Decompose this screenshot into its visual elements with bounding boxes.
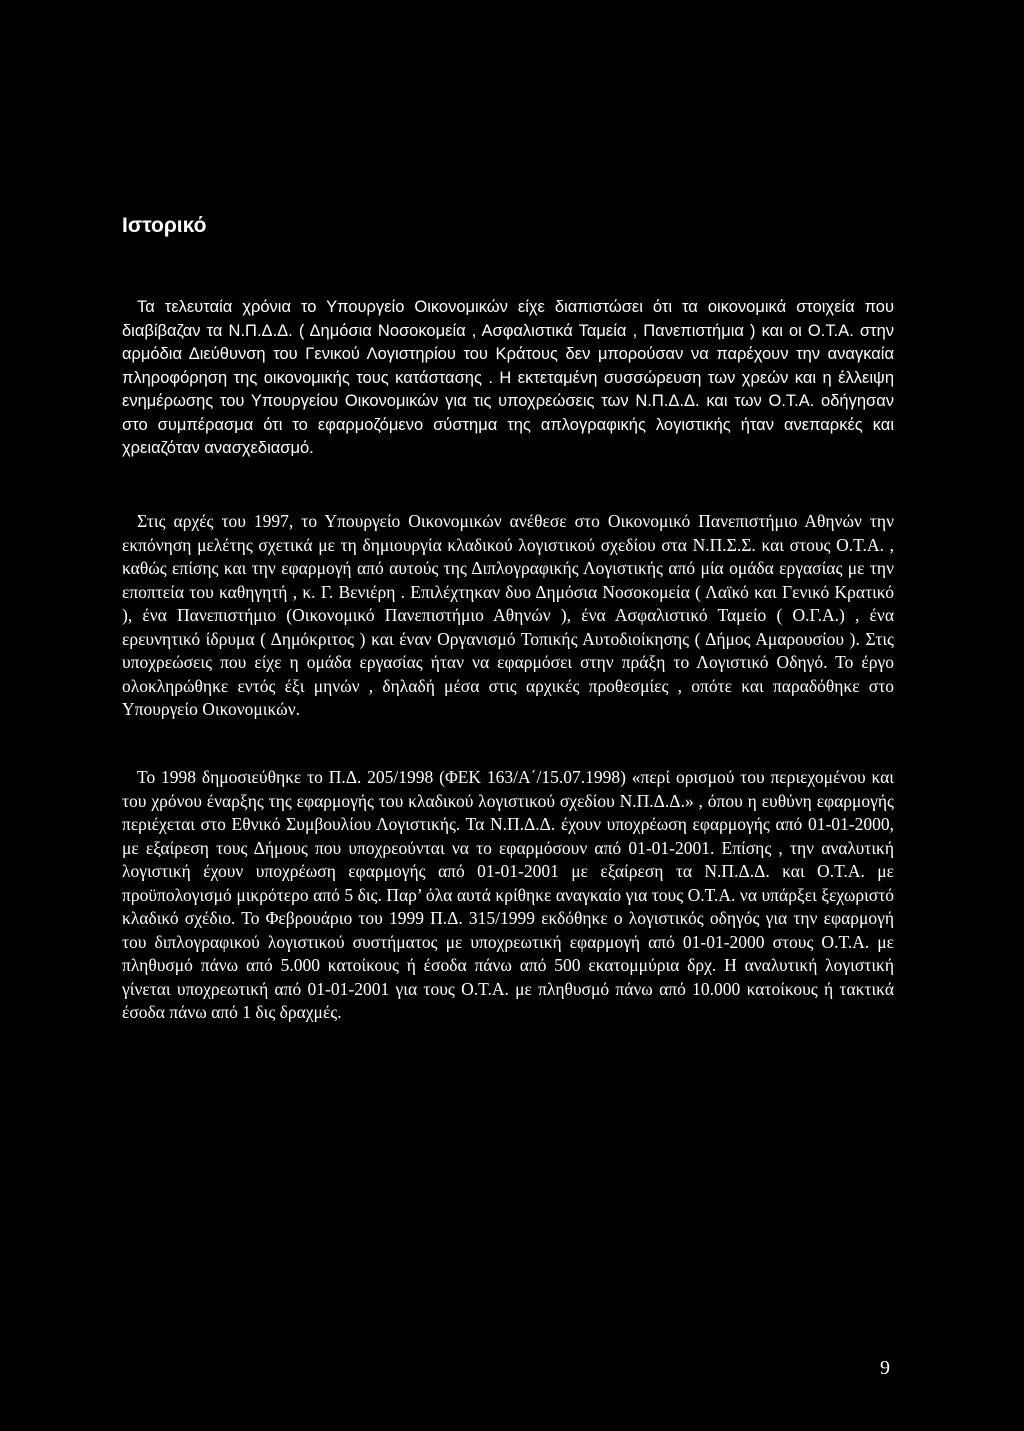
paragraph-decree-1998: Το 1998 δημοσιεύθηκε το Π.Δ. 205/1998 (ΦΕΚ 163/Α΄/15.07.1998) «περί ορισμού του περιεχομένου και του χρόνου έναρξης της εφαρμογής του κλαδικού λογιστικού σχεδίου Ν.Π.Δ.Δ.» , όπου η ευθύνη εφαρμογής περιέχεται στο Εθνικό Συμβουλίου Λογιστικής. Τα Ν.Π.Δ.Δ. έχουν υποχρέωση εφαρμογής από 01-01-2000, με εξαίρεση τους Δήμους που υποχρεούνται να το εφαρμόσουν από 01-01-2001. Επίσης , την αναλυτική λογιστική έχουν υποχρέωση εφαρμογής από 01-01-2001 με εξαίρεση τα Ν.Π.Δ.Δ. και Ο.Τ.Α. με προϋπολογισμό μικρότερο από 5 δις. Παρ’ όλα αυτά κρίθηκε αναγκαίο για τους Ο.Τ.Α. να υπάρξει ξεχωριστό κλαδικό σχέδιο. Το Φεβρουάριο του 1999 Π.Δ. 315/1999 εκδόθηκε ο λογιστικός οδηγός για την εφαρμογή του διπλογραφικού λογιστικού συστήματος με υποχρεωτική εφαρμογή από 01-01-2000 στους Ο.Τ.Α. με πληθυσμό πάνω από 5.000 κατοίκους ή έσοδα πάνω από 500 εκατομμύρια δρχ. Η αναλυτική λογιστική γίνεται υποχρεωτική από 01-01-2001 για τους Ο.Τ.Α. με πληθυσμό πάνω από 10.000 κατοίκους ή τακτικά έσοδα πάνω από 1 δις δραχμές.	[122, 767, 894, 1022]
section-heading: Ιστορικό	[122, 214, 207, 237]
page-number: 9	[880, 1357, 890, 1379]
paragraph-background: Τα τελευταία χρόνια το Υπουργείο Οικονομικών είχε διαπιστώσει ότι τα οικονομικά στοιχεία που διαβίβαζαν τα Ν.Π.Δ.Δ. ( Δημόσια Νοσοκομεία , Ασφαλιστικά Ταμεία , Πανεπιστήμια ) και οι Ο.Τ.Α. στην αρμόδια Διεύθυνση του Γενικού Λογιστηρίου του Κράτους δεν μπορούσαν να παρέχουν την αναγκαία πληροφόρηση της οικονομικής τους κατάστασης . Η εκτεταμένη συσσώρευση των χρεών και η έλλειψη ενημέρωσης του Υπουργείου Οικονομικών για τις υποχρεώσεις των Ν.Π.Δ.Δ. και των Ο.Τ.Α. οδήγησαν στο συμπέρασμα ότι το εφαρμοζόμενο σύστημα της απλογραφικής λογιστικής ήταν ανεπαρκές και χρειαζόταν ανασχεδιασμό.	[122, 298, 894, 457]
paragraph-study-1997: Στις αρχές του 1997, το Υπουργείο Οικονομικών ανέθεσε στο Οικονομικό Πανεπιστήμιο Αθηνών την εκπόνηση μελέτης σχετικά με τη δημιουργία κλαδικού λογιστικού σχεδίου στα Ν.Π.Σ.Σ. και στους Ο.Τ.Α. , καθώς επίσης και την εφαρμογή από αυτούς της Διπλογραφικής Λογιστικής από μία ομάδα εργασίας με την εποπτεία του καθηγητή , κ. Γ. Βενιέρη . Επιλέχτηκαν δυο Δημόσια Νοσοκομεία ( Λαϊκό και Γενικό Κρατικό ), ένα Πανεπιστήμιο (Οικονομικό Πανεπιστήμιο Αθηνών ), ένα Ασφαλιστικό Ταμείο ( Ο.Γ.Α.) , ένα ερευνητικό ίδρυμα ( Δημόκριτος ) και έναν Οργανισμό Τοπικής Αυτοδιοίκησης ( Δήμος Αμαρουσίου ). Στις υποχρεώσεις που είχε η ομάδα εργασίας ήταν να εφαρμόσει στην πράξη το Λογιστικό Οδηγό. Το έργο ολοκληρώθηκε εντός έξι μηνών , δηλαδή μέσα στις αρχικές προθεσμίες , οπότε και παραδόθηκε στο Υπουργείο Οικονομικών.	[122, 511, 894, 719]
